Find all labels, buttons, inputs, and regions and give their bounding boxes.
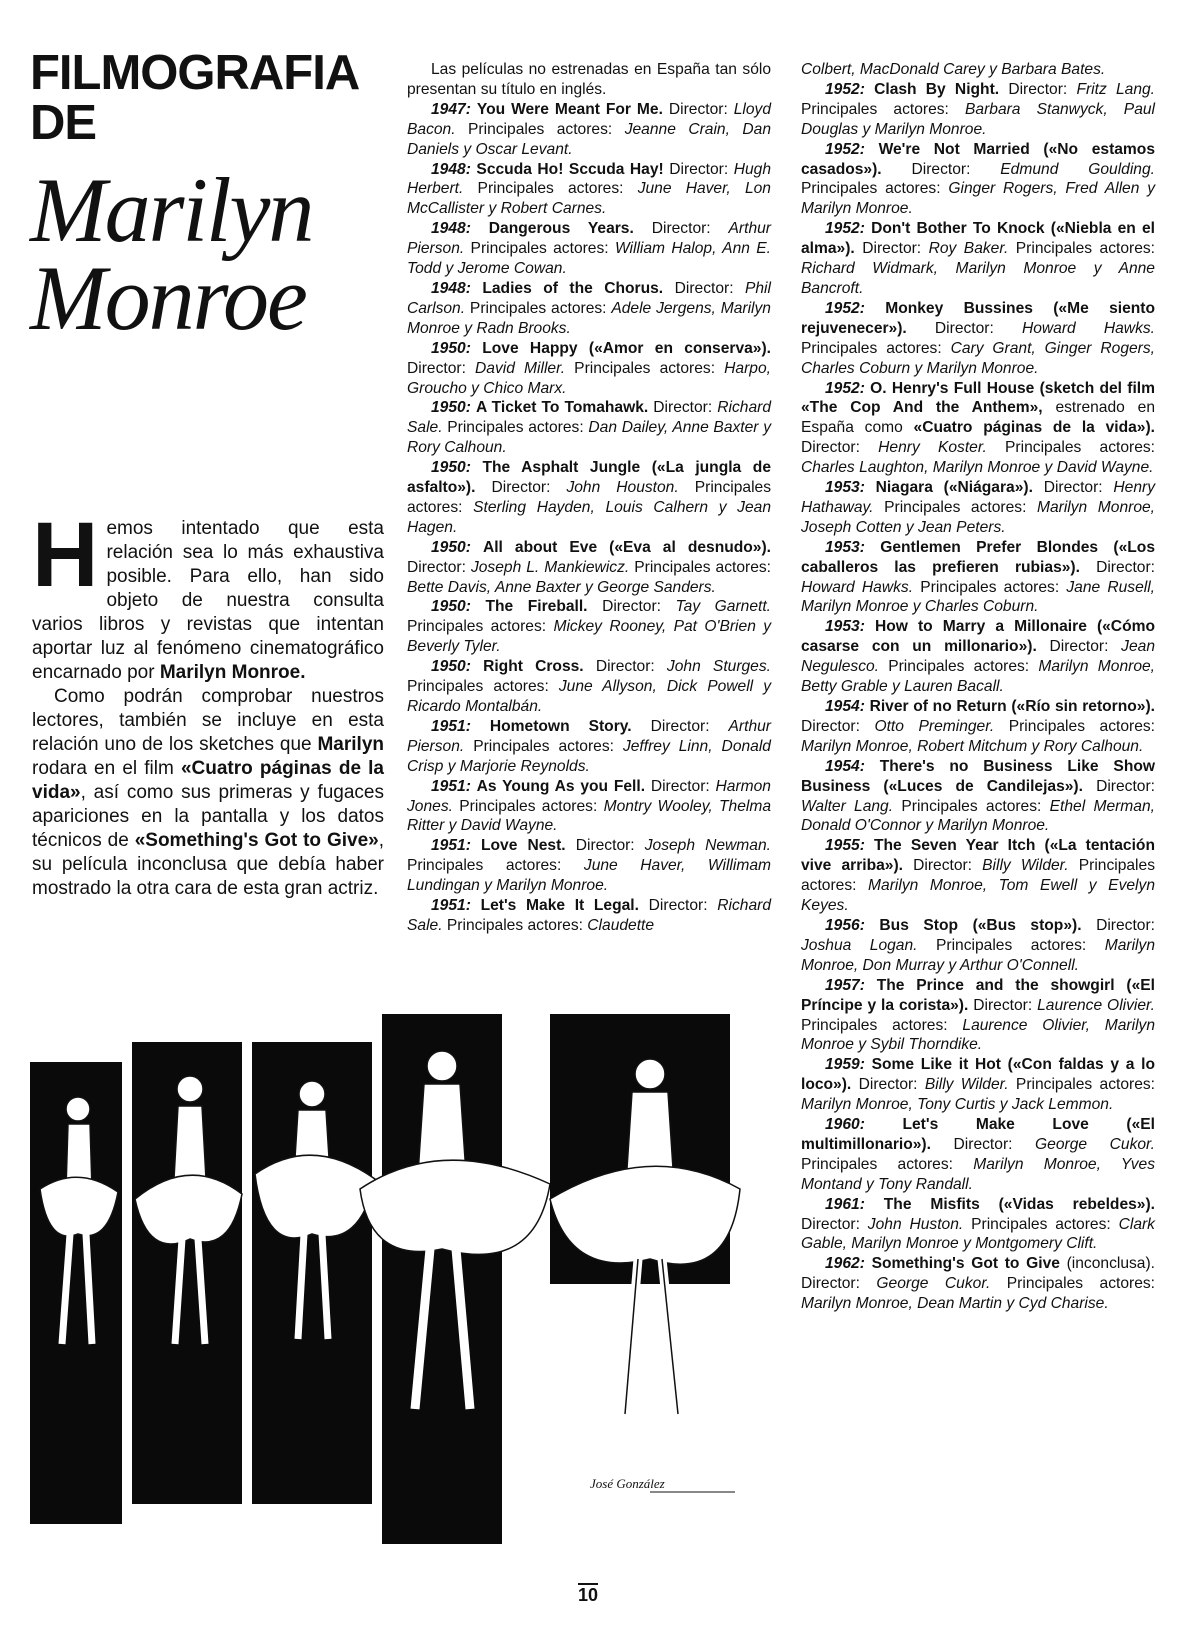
drop-cap: H: [32, 504, 99, 606]
entry-year: 1951:: [431, 837, 471, 855]
filmography-entry: [801, 916, 1155, 976]
entry-director-label: Director:: [663, 160, 734, 178]
entry-director-label: Director:: [583, 658, 667, 676]
entry-cast-label: Principales actores:: [465, 299, 612, 317]
entry-year: 1954:: [825, 757, 865, 775]
entry-cast: Marilyn Monroe, Don Murray y Arthur O'Connell.: [801, 936, 1155, 974]
entry-cast: Marilyn Monroe, Robert Mitchum y Rory Calhoun.: [801, 737, 1144, 755]
entry-director-label: Director:: [1079, 558, 1155, 576]
entry-cast-label: Principales actores:: [990, 1275, 1155, 1293]
filmography-entry: [407, 219, 771, 279]
entry-film-title: Clash By Night.: [874, 80, 1000, 98]
entry-cast-label: Principales actores:: [801, 180, 949, 198]
entry-director-label: Director:: [801, 717, 875, 735]
filmography-entry: [801, 538, 1155, 618]
entry-director: Howard Hawks.: [1021, 319, 1155, 337]
entry-director: Fritz Lang.: [1076, 80, 1155, 98]
entry-director: Lloyd Bacon.: [407, 100, 772, 138]
entry-film-title: There's no Business Like Show Business («Luces de Candilejas»).: [801, 757, 1155, 795]
entry-cast-label: Principales actores:: [879, 658, 1039, 676]
entry-film-title: Right Cross.: [483, 658, 584, 676]
intro-p2-a: Como podrán comprobar nuestros lectores, también se incluye en esta relación uno de los sketches que: [32, 686, 384, 755]
entry-film-title: River of no Return («Río sin retorno»).: [869, 698, 1155, 715]
entry-year: 1953:: [825, 618, 865, 636]
filmography-entry: [801, 80, 1155, 140]
entry-cast: June Allyson, Dick Powell y Ricardo Montalbán.: [407, 678, 772, 715]
entry-film-title: Gentlemen Prefer Blondes («Los caballeros las prefieren rubias»).: [801, 538, 1155, 576]
intro-p2-e: , así como sus primeras y fugaces apariciones en la pantalla y los datos técnicos de: [32, 782, 384, 851]
filmography-column-2: [801, 60, 1155, 1314]
entry-film-title: Let's Make It Legal.: [480, 897, 639, 915]
entry-director: Arthur Pierson.: [407, 717, 771, 755]
filmography-entry: [407, 657, 771, 717]
entry-cast-label: Principales actores:: [464, 737, 623, 755]
entry-director-label: Director:: [407, 359, 476, 377]
column-1-entries: [407, 100, 771, 936]
entry-cast-label: Principales actores:: [452, 797, 604, 815]
entry-film-title: Bus Stop («Bus stop»).: [879, 916, 1082, 934]
entry-director: Otto Preminger.: [874, 717, 995, 735]
entry-cast-label: Principales actores:: [801, 1016, 963, 1034]
entry-cast: Mickey Rooney, Pat O'Brien y Beverly Tyler.: [407, 618, 772, 656]
intro-text: [32, 504, 384, 901]
entry-director-label: Director:: [930, 1135, 1036, 1153]
entry-cast-label: Principales actores:: [1008, 1076, 1155, 1094]
filmography-entry: [407, 896, 771, 936]
filmography-entry: [407, 339, 771, 399]
entry-director: John Huston.: [867, 1215, 964, 1233]
filmography-entry: [407, 100, 771, 160]
entry-director-label: Director:: [906, 319, 1022, 337]
entry-director: Edmund Goulding.: [1000, 160, 1155, 178]
filmography-entry: [801, 836, 1155, 916]
entry-cast-label: Principales actores:: [801, 1155, 974, 1173]
entry-year: 1951:: [431, 777, 471, 795]
entry-year: 1960:: [825, 1116, 865, 1134]
entry-film-title: Niagara («Niágara»).: [875, 479, 1033, 497]
entry-cast: Jeanne Crain, Dan Daniels y Oscar Levant.: [407, 120, 771, 158]
filmography-entry: [801, 1055, 1155, 1115]
artist-signature: José González: [590, 1476, 665, 1491]
filmography-entry: [801, 976, 1155, 1056]
entry-director: Joshua Logan.: [801, 936, 918, 954]
column-lead-note: Las películas no estrenadas en España tan sólo presentan su título en inglés.: [407, 61, 771, 98]
entry-film-title: Let's Make Love («El multimillonario»).: [801, 1116, 1155, 1153]
intro-p2-d: «Cuatro páginas de la vida»: [32, 758, 384, 803]
entry-director-label: Director:: [565, 837, 645, 855]
entry-year: 1947:: [431, 100, 471, 118]
entry-cast-label: Principales actores:: [442, 916, 588, 934]
entry-film-title: The Seven Year Itch («La tentación vive arriba»).: [801, 837, 1155, 875]
entry-year: 1948:: [431, 160, 471, 178]
entry-cast-label: Principales actores:: [463, 180, 638, 198]
entry-director-label: Director:: [903, 857, 983, 875]
entry-cast: Richard Widmark, Marilyn Monroe y Anne Bancroft.: [801, 260, 1155, 297]
entry-cast-label: Principales actores:: [801, 339, 951, 357]
title-script-2: Monroe: [30, 247, 306, 349]
entry-film-title: O. Henry's Full House (sketch del film «The Cop And the Anthem»,: [801, 379, 1155, 417]
filmography-entry: [801, 379, 1155, 479]
entry-cast-label: Principales actores:: [565, 359, 725, 377]
entry-year: 1952:: [825, 140, 865, 158]
entry-director: Joseph L. Mankiewicz.: [470, 558, 630, 576]
entry-cast: William Halop, Ann E. Todd y Jerome Cowan.: [407, 240, 771, 278]
entry-cast: Laurence Olivier, Marilyn Monroe y Sybil Thorndike.: [801, 1016, 1155, 1054]
filmography-entry: [801, 617, 1155, 697]
entry-director-label: Director:: [645, 777, 716, 795]
entry-director: Henry Hathaway.: [801, 479, 1155, 516]
filmography-entry: [407, 538, 771, 598]
entry-film-title: Monkey Bussines («Me siento rejuvenecer»).: [801, 299, 1155, 337]
entry-cast: Ginger Rogers, Fred Allen y Marilyn Monroe.: [801, 180, 1155, 218]
filmography-entry: [407, 597, 771, 657]
entry-cast: Jeffrey Linn, Donald Crisp y Marjorie Reynolds.: [407, 737, 771, 775]
filmography-entry: [801, 299, 1155, 379]
entry-year: 1948:: [431, 279, 471, 297]
entry-year: 1953:: [825, 479, 865, 497]
entry-year: 1952:: [825, 220, 865, 238]
entry-cast: Marilyn Monroe, Yves Montand y Tony Randall.: [801, 1155, 1155, 1193]
entry-year: 1950:: [431, 598, 471, 616]
intro-paragraph-1: [32, 504, 384, 685]
entry-cast-label: Principales actores:: [464, 240, 615, 258]
entry-cast-label: Principales actores:: [873, 498, 1037, 516]
entry-director-label: Director:: [999, 80, 1077, 98]
entry-film-title: Love Nest.: [481, 837, 566, 855]
entry-director-label: Director:: [1081, 916, 1155, 934]
entry-year: 1950:: [431, 538, 471, 556]
entry-cast-label: Principales actores:: [407, 479, 771, 516]
entry-cast-label: Principales actores:: [986, 439, 1155, 457]
filmography-entry: [801, 219, 1155, 299]
entry-cast-label: Principales actores:: [893, 797, 1050, 815]
entry-director-label: Director:: [854, 240, 929, 258]
entry-director: Phil Carlson.: [407, 279, 771, 317]
filmography-entry: [801, 478, 1155, 538]
filmography-entry: [801, 697, 1155, 757]
entry-cast-label: Principales actores:: [407, 618, 554, 636]
entry-director-label: Director:: [407, 558, 471, 576]
entry-director-label: Director:: [801, 439, 879, 457]
entry-director: Joseph Newman.: [644, 837, 771, 855]
entry-director: Jean Negulesco.: [801, 638, 1155, 676]
entry-director-label: Director:: [631, 717, 729, 735]
filmography-entry: [801, 1115, 1155, 1195]
entry-director-label: Director:: [968, 996, 1038, 1014]
entry-director: Henry Koster.: [878, 439, 987, 457]
entry-year: 1950:: [431, 399, 471, 417]
filmography-entry: [407, 717, 771, 777]
entry-film-title: We're Not Married («No estamos casados»).: [801, 140, 1155, 178]
entry-year: 1957:: [825, 976, 865, 994]
entry-director: Howard Hawks.: [801, 578, 914, 596]
entry-cast: Cary Grant, Ginger Rogers, Charles Coburn y Marilyn Monroe.: [801, 339, 1155, 377]
entry-director: Arthur Pierson.: [407, 220, 771, 258]
entry-cast-label: Principales actores:: [913, 578, 1067, 596]
entry-year: 1951:: [431, 897, 471, 915]
entry-director: Billy Wilder.: [982, 857, 1069, 875]
intro-p2-f: «Something's Got to Give»: [134, 830, 379, 851]
entry-director: George Cukor.: [1035, 1135, 1155, 1153]
entry-director: Hugh Herbert.: [407, 160, 771, 198]
title-line-1: FILMOGRAFIA: [30, 46, 360, 100]
entry-cast: Adele Jergens, Marilyn Monroe y Radn Brooks.: [407, 299, 771, 337]
entry-director: Richard Sale.: [407, 897, 771, 934]
entry-cast: Harpo, Groucho y Chico Marx.: [407, 359, 771, 397]
title-script-1: Marilyn: [30, 159, 313, 261]
entry-film-title: Ladies of the Chorus.: [482, 279, 664, 297]
entry-cast-label: Principales actores:: [407, 857, 584, 875]
marilyn-illustration: [30, 1014, 780, 1544]
entry-year: 1950:: [431, 459, 471, 477]
entry-cast: Claudette: [587, 916, 655, 934]
intro-paragraph-2: [32, 685, 384, 901]
entry-director-label: Director:: [663, 279, 745, 297]
entry-year: 1950:: [431, 339, 471, 357]
entry-cast-label: Principales actores:: [442, 419, 589, 437]
entry-director-label: (inconclusa). Director:: [801, 1255, 1155, 1293]
entry-director: Tay Garnett.: [675, 598, 771, 616]
filmography-entry: [407, 836, 771, 896]
entry-cast-label: Principales actores:: [801, 100, 965, 118]
entry-cast: Montry Wooley, Thelma Ritter y David Wayne.: [407, 797, 771, 835]
filmography-entry: [407, 160, 771, 220]
entry-year: 1948:: [431, 220, 471, 238]
intro-p2-b: Marilyn: [317, 734, 384, 755]
entry-film-title: A Ticket To Tomahawk.: [475, 399, 649, 417]
entry-year: 1952:: [825, 80, 865, 98]
entry-cast-label: Principales actores:: [407, 678, 559, 696]
intro-p1-a: emos intentado que esta relación sea lo más exhaustiva posible. Para ello, han sido objeto de nuestra consulta varios libros y revistas que intentan aportar luz al fenómeno cinematográfico encarnado por: [32, 518, 384, 683]
entry-cast: June Haver, Lon McCallister y Robert Carnes.: [407, 180, 771, 218]
entry-director-label: Director:: [648, 399, 718, 417]
entry-cast-label: Principales actores:: [801, 857, 1155, 895]
entry-year: 1954:: [825, 698, 865, 715]
column-2-entries: [801, 80, 1155, 1314]
entry-cast: Barbara Stanwyck, Paul Douglas y Marilyn Monroe.: [801, 100, 1156, 138]
filmography-entry: [801, 1195, 1155, 1255]
entry-year: 1956:: [825, 916, 865, 934]
entry-cast: Marilyn Monroe, Betty Grable y Lauren Bacall.: [801, 658, 1155, 696]
entry-film-title: You Were Meant For Me.: [476, 100, 663, 118]
entry-cast: Jane Rusell, Marilyn Monroe y Charles Coburn.: [801, 578, 1156, 616]
entry-cast: Clark Gable, Marilyn Monroe y Montgomery Clift.: [801, 1215, 1155, 1253]
entry-director-label: estrenado en España como: [801, 399, 1155, 437]
filmography-entry: [407, 279, 771, 339]
entry-cast: Bette Davis, Anne Baxter y George Sanders.: [407, 578, 716, 596]
entry-cast-label: Principales actores:: [994, 717, 1155, 735]
entry-year: 1952:: [825, 299, 865, 317]
entry-year: 1962:: [825, 1255, 865, 1273]
entry-film-title: Hometown Story.: [489, 717, 632, 735]
entry-cast-label: Principales actores:: [1008, 240, 1155, 258]
entry-director-label: Director:: [1032, 479, 1114, 497]
title-line-2: DE: [30, 96, 97, 150]
entry-director: Richard Sale.: [407, 399, 771, 437]
entry-cast: Sterling Hayden, Louis Calhern y Jean Hagen.: [407, 498, 771, 536]
entry-year: 1953:: [825, 538, 865, 556]
entry-cast: Dan Dailey, Anne Baxter y Rory Calhoun.: [407, 419, 771, 457]
entry-film-title: Love Happy («Amor en conserva»).: [482, 339, 771, 357]
entry-film-title: Sccuda Ho! Sccuda Hay!: [476, 160, 664, 178]
entry-cast: Marilyn Monroe, Tom Ewell y Evelyn Keyes.: [801, 877, 1155, 915]
filmography-entry: [801, 140, 1155, 220]
entry-director-label: Director:: [587, 598, 676, 616]
entry-cast: Marilyn Monroe, Joseph Cotten y Jean Peters.: [801, 498, 1155, 536]
entry-director-label: Director:: [638, 897, 718, 915]
filmography-entry: [407, 458, 771, 538]
entry-cast-label: Principales actores:: [455, 120, 625, 138]
entry-director-label: Director:: [1082, 777, 1155, 795]
entry-year: 1961:: [825, 1195, 865, 1213]
entry-spanish-title: «Cuatro páginas de la vida»).: [913, 419, 1155, 437]
filmography-column-1: [407, 60, 771, 936]
entry-film-title: Something's Got to Give: [871, 1255, 1060, 1273]
entry-director-label: Director:: [801, 1215, 868, 1233]
entry-director: David Miller.: [475, 359, 566, 377]
entry-year: 1955:: [825, 837, 865, 855]
intro-p2-c: rodara en el film: [32, 758, 181, 779]
entry-year: 1959:: [825, 1056, 865, 1074]
entry-film-title: Dangerous Years.: [488, 220, 634, 238]
entry-film-title: The Misfits («Vidas rebeldes»).: [883, 1195, 1155, 1213]
entry-director-label: Director:: [851, 1076, 925, 1094]
entry-director-label: Director:: [662, 100, 734, 118]
entry-director: Walter Lang.: [801, 797, 894, 815]
entry-director: Roy Baker.: [928, 240, 1009, 258]
column-continuation: Colbert, MacDonald Carey y Barbara Bates.: [801, 61, 1106, 78]
entry-cast-label: Principales actores:: [917, 936, 1105, 954]
entry-director: Laurence Olivier.: [1037, 996, 1155, 1014]
entry-film-title: All about Eve («Eva al desnudo»).: [482, 538, 772, 556]
entry-film-title: The Prince and the showgirl («El Príncipe y la corista»).: [801, 976, 1155, 1014]
entry-film-title: The Fireball.: [485, 598, 588, 616]
entry-year: 1950:: [431, 658, 471, 676]
entry-director: John Houston.: [566, 479, 679, 497]
entry-director-label: Director:: [1036, 638, 1122, 656]
filmography-entry: [801, 757, 1155, 837]
entry-film-title: How to Marry a Millonaire («Cómo casarse con un millonario»).: [801, 618, 1155, 656]
entry-director-label: Director:: [633, 220, 729, 238]
entry-cast: Marilyn Monroe, Tony Curtis y Jack Lemmon.: [801, 1096, 1114, 1114]
entry-film-title: The Asphalt Jungle («La jungla de asfalto»).: [407, 459, 771, 497]
intro-p2-g: , su película inconclusa que debía haber mostrado la otra cara de esta gran actriz.: [32, 830, 384, 899]
entry-director-label: Director:: [881, 160, 1001, 178]
filmography-entry: [407, 777, 771, 837]
entry-cast: June Haver, Willimam Lundingan y Marilyn Monroe.: [407, 857, 772, 895]
entry-year: 1951:: [431, 717, 471, 735]
entry-cast: Ethel Merman, Donald O'Connor y Marilyn Monroe.: [801, 797, 1155, 835]
entry-director-label: Director:: [475, 479, 567, 497]
entry-film-title: Don't Bother To Knock («Niebla en el alma»).: [801, 220, 1155, 258]
entry-cast: Marilyn Monroe, Dean Martin y Cyd Charise.: [801, 1295, 1109, 1313]
entry-cast: Charles Laughton, Marilyn Monroe y David Wayne.: [801, 459, 1154, 477]
entry-director: Harmon Jones.: [407, 777, 771, 815]
entry-cast-label: Principales actores:: [629, 558, 772, 576]
entry-film-title: As Young As you Fell.: [476, 777, 646, 795]
entry-year: 1952:: [825, 379, 865, 397]
entry-cast-label: Principales actores:: [963, 1215, 1119, 1233]
filmography-entry: [801, 1254, 1155, 1314]
page-title: [30, 46, 390, 349]
filmography-entry: [407, 398, 771, 458]
entry-director: Billy Wilder.: [924, 1076, 1009, 1094]
page-number: 10: [578, 1585, 599, 1605]
intro-p1-b: Marilyn Monroe.: [159, 662, 306, 683]
entry-director: George Cukor.: [876, 1275, 991, 1293]
entry-director: John Sturges.: [666, 658, 771, 676]
entry-film-title: Some Like it Hot («Con faldas y a lo loco»).: [801, 1056, 1156, 1094]
